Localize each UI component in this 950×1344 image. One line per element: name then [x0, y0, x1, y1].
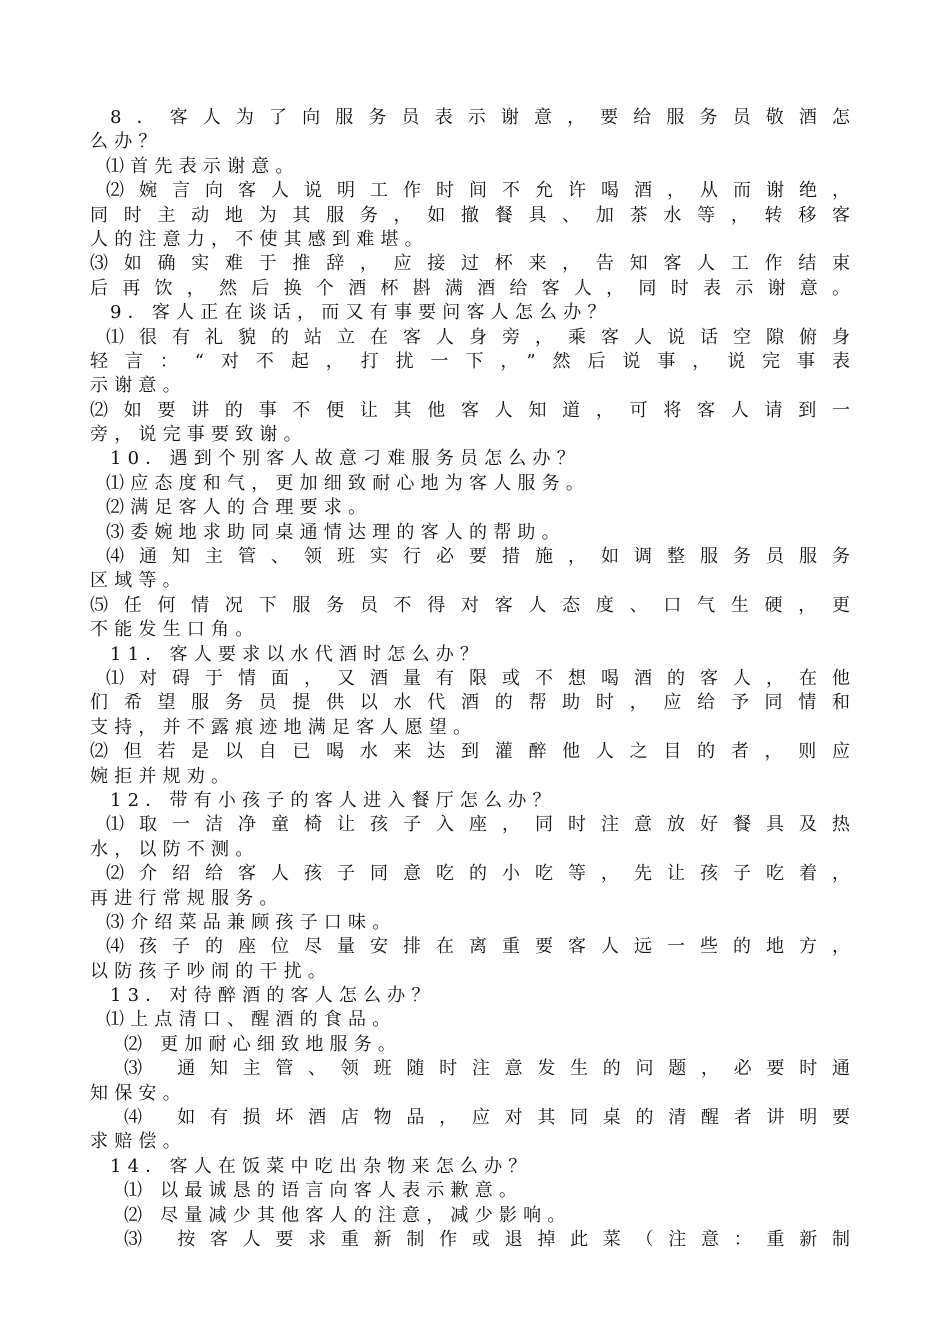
text-line: 以防孩子吵闹的干扰。 — [90, 960, 332, 982]
text-line: 同时主动地为其服务，如撤餐具、加茶水等，转移客 — [90, 204, 850, 226]
text-line: ⑴很有礼貌的站立在客人身旁，乘客人说话空隙俯身 — [106, 326, 850, 348]
faq-section — [90, 789, 850, 984]
question-heading: 12．带有小孩子的客人进入餐厅怎么办？ — [110, 789, 557, 811]
text-line: 么办？ — [90, 131, 163, 153]
text-line: 旁，说完事要致谢。 — [90, 424, 308, 446]
text-line: ⑷通知主管、领班实行必要措施，如调整服务员服务 — [106, 546, 850, 568]
text-line: 示谢意。 — [90, 375, 187, 397]
faq-section — [90, 643, 850, 789]
text-line: 人的注意力，不使其感到难堪。 — [90, 228, 429, 250]
text-line: ⑷孩子的座位尽量安排在离重要客人远一些的地方， — [106, 936, 850, 958]
text-line: 再进行常规服务。 — [90, 887, 284, 909]
faq-section — [90, 1155, 850, 1253]
text-line: ⑷ 如有损坏酒店物品，应对其同桌的清醒者讲明要 — [124, 1107, 850, 1129]
text-line: ⑵ 更加耐心细致地服务。 — [124, 1033, 403, 1055]
question-heading: 9．客人正在谈话，而又有事要问客人怎么办？ — [110, 302, 612, 324]
question-heading: 13．对待醉酒的客人怎么办？ — [110, 985, 436, 1007]
text-line: ⑶如确实难于推辞，应接过杯来，告知客人工作结束 — [90, 253, 850, 275]
text-line: 知保安。 — [90, 1082, 187, 1104]
text-line: ⑴对碍于情面，又酒量有限或不想喝酒的客人，在他 — [106, 667, 850, 689]
text-line: 后再饮，然后换个酒杯斟满酒给客人，同时表示谢意。 — [90, 277, 850, 299]
text-line: ⑴上点清口、醒酒的食品。 — [106, 1009, 397, 1031]
text-line: ⑵婉言向客人说明工作时间不允许喝酒，从而谢绝， — [106, 180, 850, 202]
text-line: ⑴ 以最诚恳的语言向客人表示歉意。 — [124, 1180, 524, 1202]
text-line: ⑵介绍给客人孩子同意吃的小吃等，先让孩子吃着， — [106, 863, 850, 885]
text-line: ⑶介绍菜品兼顾孩子口味。 — [106, 911, 397, 933]
text-line: ⑵但若是以自已喝水来达到灌醉他人之目的者，则应 — [90, 741, 850, 763]
text-line: ⑴应态度和气，更加细致耐心地为客人服务。 — [106, 472, 590, 494]
text-line: ⑵ 尽量减少其他客人的注意，减少影响。 — [124, 1204, 572, 1226]
question-heading: 10．遇到个别客人故意刁难服务员怎么办？ — [110, 448, 581, 470]
text-line: ⑶ 通知主管、领班随时注意发生的问题，必要时通 — [124, 1058, 850, 1080]
text-line: ⑶委婉地求助同桌通情达理的客人的帮助。 — [106, 521, 566, 543]
text-line: 求赔偿。 — [90, 1131, 187, 1153]
text-line: 不能发生口角。 — [90, 619, 260, 641]
text-line: ⑵满足客人的合理要求。 — [106, 497, 373, 519]
text-line: 们希望服务员提供以水代酒的帮助时，应给予同情和 — [90, 692, 850, 714]
text-line: 水，以防不测。 — [90, 838, 260, 860]
text-line: 婉拒并规劝。 — [90, 765, 236, 787]
question-heading: 14．客人在饭菜中吃出杂物来怎么办？ — [110, 1155, 533, 1177]
question-heading: 8．客人为了向服务员表示谢意，要给服务员敬酒怎 — [110, 107, 850, 128]
faq-section — [90, 106, 850, 301]
text-line: 支持，并不露痕迹地满足客人愿望。 — [90, 716, 478, 738]
faq-section — [90, 447, 850, 642]
faq-section — [90, 984, 850, 1155]
document-body — [90, 106, 850, 1252]
text-line: ⑴取一洁净童椅让孩子入座，同时注意放好餐具及热 — [106, 814, 850, 836]
text-line: 轻言：“对不起，打扰一下，”然后说事，说完事表 — [90, 350, 850, 372]
question-heading: 11．客人要求以水代酒时怎么办？ — [110, 643, 485, 665]
faq-section — [90, 301, 850, 447]
text-line: ⑶ 按客人要求重新制作或退掉此菜（注意：重新制 — [124, 1228, 850, 1250]
text-line: 区域等。 — [90, 570, 187, 592]
text-line: ⑸任何情况下服务员不得对客人态度、口气生硬，更 — [90, 594, 850, 616]
text-line: ⑴首先表示谢意。 — [106, 155, 300, 177]
text-line: ⑵如要讲的事不便让其他客人知道，可将客人请到一 — [90, 399, 850, 421]
